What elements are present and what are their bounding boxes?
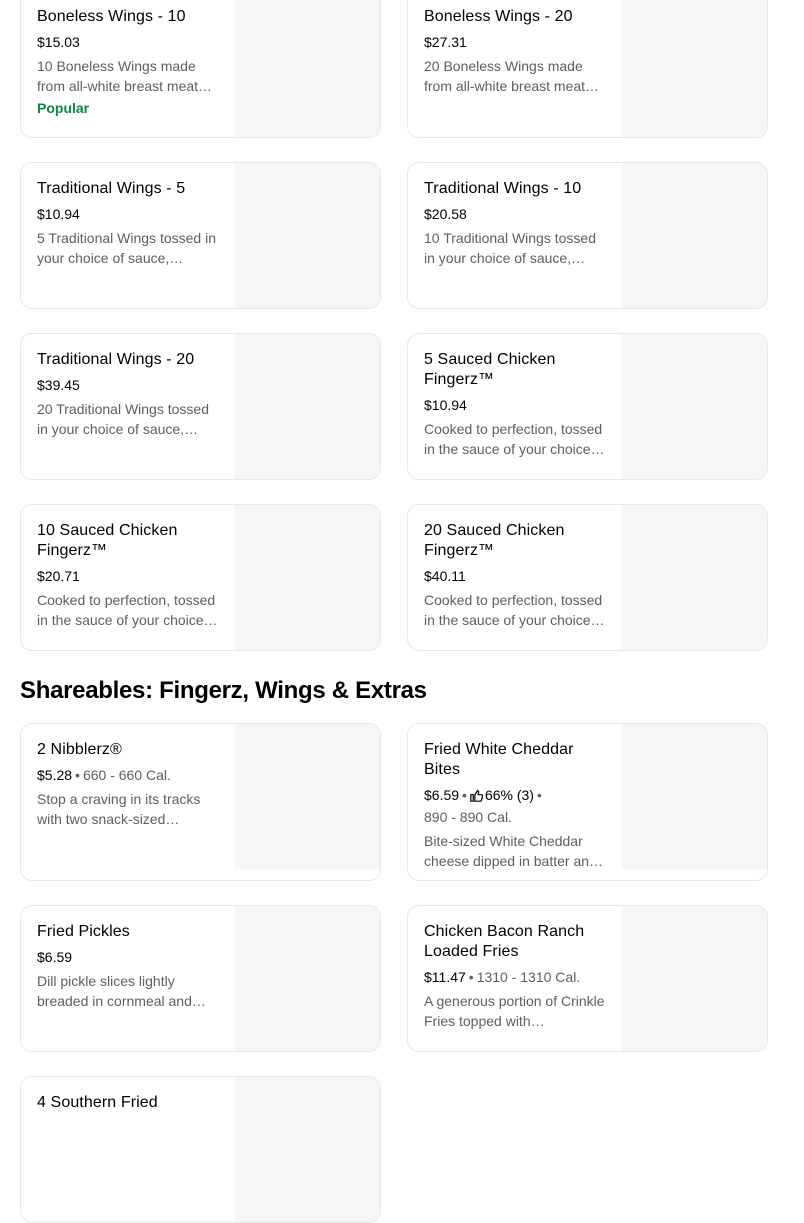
item-image [622, 505, 767, 650]
item-price: $15.03 [37, 34, 80, 50]
item-name: Traditional Wings - 5 [37, 180, 186, 197]
item-image [235, 0, 380, 137]
menu-item-card[interactable] [407, 333, 768, 480]
meta-separator: • [75, 767, 80, 783]
item-name: Traditional Wings - 20 [37, 351, 195, 368]
menu-item-card[interactable] [407, 162, 768, 309]
item-name: Boneless Wings - 20 [424, 8, 573, 25]
item-image [235, 1077, 380, 1222]
menu-item-card[interactable] [20, 905, 381, 1052]
item-price: $5.28 [37, 767, 73, 783]
menu-item-card[interactable] [20, 504, 381, 651]
item-description: Bite-sized White Cheddar cheese dipped in batter an… [424, 833, 604, 869]
item-price: $6.59 [424, 787, 460, 803]
item-description: A generous portion of Crinkle Fries topped with… [424, 993, 605, 1029]
menu-item-card[interactable] [20, 162, 381, 309]
item-description: Cooked to perfection, tossed in the sauce of your choice… [424, 421, 605, 457]
item-image [622, 163, 767, 308]
item-price: $6.59 [37, 949, 73, 965]
menu-item-card[interactable] [20, 333, 381, 480]
item-price: $20.58 [424, 206, 467, 222]
meta-separator: • [462, 787, 467, 803]
item-image [235, 724, 380, 869]
item-name: 5 Sauced Chicken Fingerz™ [424, 351, 556, 388]
menu-item-card[interactable] [407, 504, 768, 651]
item-price: $10.94 [37, 206, 80, 222]
item-name: 2 Nibblerz® [37, 741, 122, 758]
popular-badge: Popular [37, 100, 90, 116]
thumbs-up-icon [470, 787, 483, 807]
item-meta [424, 967, 614, 987]
item-description: Dill pickle slices lightly breaded in cornmeal and… [37, 973, 206, 1009]
menu-item-card[interactable] [20, 0, 381, 138]
section-title: Shareables: Fingerz, Wings & Extras [20, 677, 427, 704]
item-rating: 66% (3) [484, 787, 534, 803]
item-name: Chicken Bacon Ranch Loaded Fries [424, 923, 585, 960]
item-description: 20 Traditional Wings tossed in your choice of sauce,… [37, 401, 209, 437]
item-name: Fried Pickles [37, 923, 130, 940]
item-price: $39.45 [37, 377, 80, 393]
menu-item-card[interactable] [407, 723, 768, 881]
item-price: $20.71 [37, 568, 80, 584]
item-name: Fried White Cheddar Bites [424, 741, 574, 778]
menu-item-card[interactable] [407, 0, 768, 138]
item-image [235, 163, 380, 308]
item-image [235, 334, 380, 479]
meta-separator: • [536, 787, 542, 803]
item-image [235, 906, 380, 1051]
item-description: 10 Traditional Wings tossed in your choice of sauce,… [424, 230, 596, 266]
item-image [622, 724, 767, 869]
item-description: Stop a craving in its tracks with two snack-sized… [37, 791, 201, 827]
item-calories: 890 - 890 Cal. [424, 809, 512, 825]
item-price: $10.94 [424, 397, 467, 413]
item-description: 10 Boneless Wings made from all-white breast meat… [37, 58, 213, 94]
item-price: $11.47 [424, 969, 466, 985]
item-price: $40.11 [424, 568, 466, 584]
item-name: 20 Sauced Chicken Fingerz™ [424, 522, 565, 559]
item-name: 4 Southern Fried [37, 1094, 158, 1111]
item-name: Boneless Wings - 10 [37, 8, 186, 25]
menu-item-card[interactable] [20, 1076, 381, 1223]
meta-separator: • [468, 969, 474, 985]
item-name: 10 Sauced Chicken Fingerz™ [37, 522, 178, 559]
item-image [622, 0, 767, 137]
item-meta [37, 765, 227, 785]
item-price: $27.31 [424, 34, 467, 50]
item-description: Cooked to perfection, tossed in the sauce of your choice… [37, 592, 218, 628]
item-description: 20 Boneless Wings made from all-white breast meat… [424, 58, 600, 94]
item-calories: 1310 - 1310 Cal. [476, 969, 581, 985]
item-calories: 660 - 660 Cal. [82, 767, 171, 783]
item-image [235, 505, 380, 650]
item-description: Cooked to perfection, tossed in the sauce of your choice… [424, 592, 605, 628]
menu-item-card[interactable] [20, 723, 381, 881]
menu-item-card[interactable] [407, 905, 768, 1052]
item-image [622, 906, 767, 1051]
item-name: Traditional Wings - 10 [424, 180, 582, 197]
item-image [622, 334, 767, 479]
item-meta [424, 785, 614, 807]
item-description: 5 Traditional Wings tossed in your choice of sauce,… [37, 230, 216, 266]
